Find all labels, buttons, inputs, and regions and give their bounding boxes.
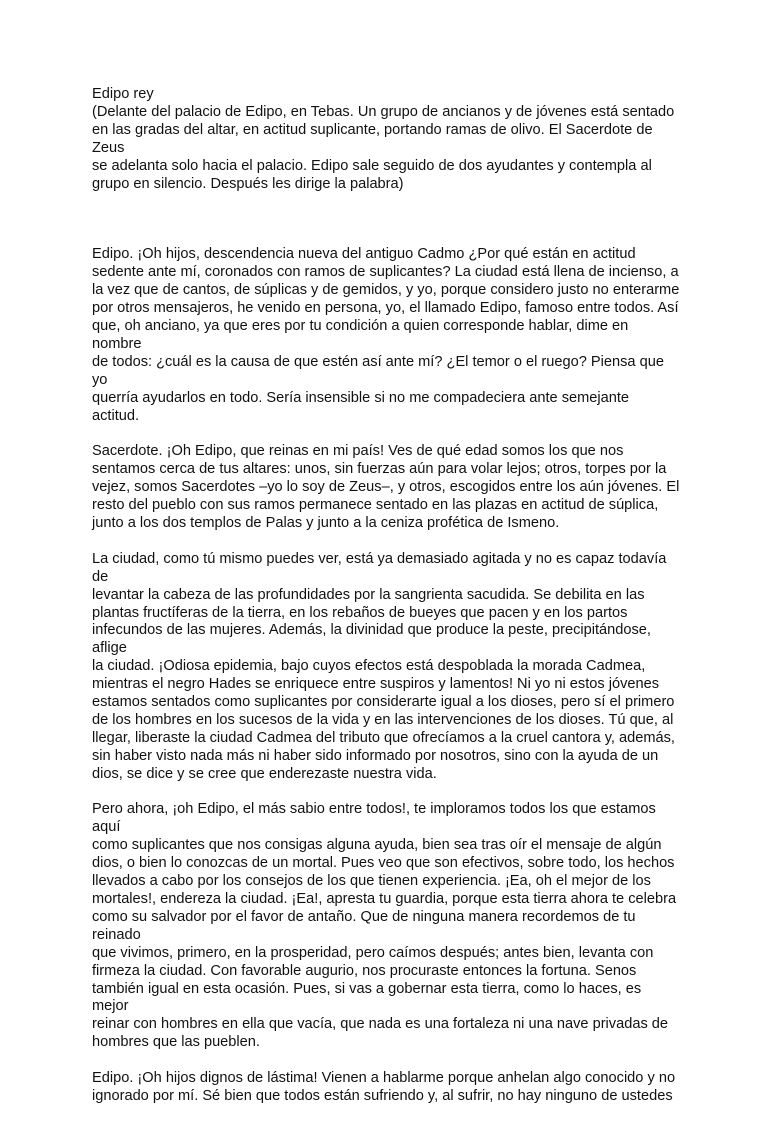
- paragraph-edipo-2: Edipo. ¡Oh hijos dignos de lástima! Vienen a hablarme porque anhelan algo conocido y no ignorado por mí. Sé bien que todos están sufriendo y, al sufrir, no hay ninguno de ustedes: [92, 1070, 676, 1104]
- paragraph-ciudad: La ciudad, como tú mismo puedes ver, está ya demasiado agitada y no es capaz todavía de levantar la cabeza de las profundidades por la sangrienta sacudida. Se debilita en las plantas fructíferas de la tierra, en los rebaños de bueyes que pacen y en los partos infecundos de las mujeres. Además, la divinidad que produce la peste, precipitándose, aflige la ciudad. ¡Odiosa epidemia, bajo cuyos efectos está despoblada la morada Cadmea, mientras el negro Hades se enriquece entre suspiros y lamentos! Ni yo ni estos jóvenes estamos sentados como suplicantes por considerarte igual a los dioses, pero sí el primero de los hombres en los sucesos de la vida y en las intervenciones de los dioses. Tú que, al llegar, liberaste la ciudad Cadmea del tributo que ofrecíamos a la cruel cantora y, además, sin haber visto nada más ni haber sido informado por nosotros, sino con la ayuda de un dios, se dice y se cree que enderezaste nuestra vida.: [92, 550, 675, 782]
- paragraph-sacerdote-1: Sacerdote. ¡Oh Edipo, que reinas en mi país! Ves de qué edad somos los que nos sentamos cerca de tus altares: unos, sin fuerzas aún para volar lejos; otros, torpes por la vejez, somos Sacerdotes –yo lo soy de Zeus–, y otros, escogidos entre los aún jóvenes. El resto del pueblo con sus ramos permanece sentado en las plazas en actitud de súplica, junto a los dos templos de Palas y junto a la ceniza profética de Ismeno.: [92, 443, 680, 532]
- paragraph-edipo-1: Edipo. ¡Oh hijos, descendencia nueva del antiguo Cadmo ¿Por qué están en actitud sedente ante mí, coronados con ramos de suplicantes? La ciudad está llena de incienso, a la vez que de cantos, de súplicas y de gemidos, y yo, porque considero justo no enterarme por otros mensajeros, he venido en persona, yo, el llamado Edipo, famoso entre todos. Así que, oh anciano, ya que eres por tu condición a quien corresponde hablar, dime en nombre de todos: ¿cuál es la causa de que estén así ante mí? ¿El temor o el ruego? Piensa que yo querría ayudarlos en todo. Sería insensible si no me compadeciera ante semejante actitud.: [92, 246, 680, 424]
- stage-direction: (Delante del palacio de Edipo, en Tebas. Un grupo de ancianos y de jóvenes está sentado en las gradas del altar, en actitud suplicante, portando ramas de olivo. El Sacerdote de Zeus se adelanta solo hacia el palacio. Edipo sale seguido de dos ayudantes y contempla al grupo en silencio. Después les dirige la palabra): [92, 103, 675, 192]
- paragraph-pero-ahora: Pero ahora, ¡oh Edipo, el más sabio entre todos!, te imploramos todos los que estamos aquí como suplicantes que nos consigas alguna ayuda, bien sea tras oír el mensaje de algún dios, o bien lo conozcas de un mortal. Pues veo que son efectivos, sobre todo, los hechos llevados a cabo por los consejos de los que tienen experiencia. ¡Ea, oh el mejor de los mortales!, endereza la ciudad. ¡Ea!, apresta tu guardia, porque esta tierra ahora te celebra como su salvador por el favor de antaño. Que de ninguna manera recordemos de tu reinado que vivimos, primero, en la prosperidad, pero caímos después; antes bien, levanta con firmeza la ciudad. Con favorable augurio, nos procuraste entonces la fortuna. Senos también igual en esta ocasión. Pues, si vas a gobernar esta tierra, como lo haces, es mejor reinar con hombres en ella que vacía, que nada es una fortaleza ni una nave privadas de hombres que las pueblen.: [92, 801, 677, 1051]
- document-title: Edipo rey: [92, 86, 154, 102]
- title-block: [92, 86, 680, 193]
- document-page: [92, 86, 680, 1124]
